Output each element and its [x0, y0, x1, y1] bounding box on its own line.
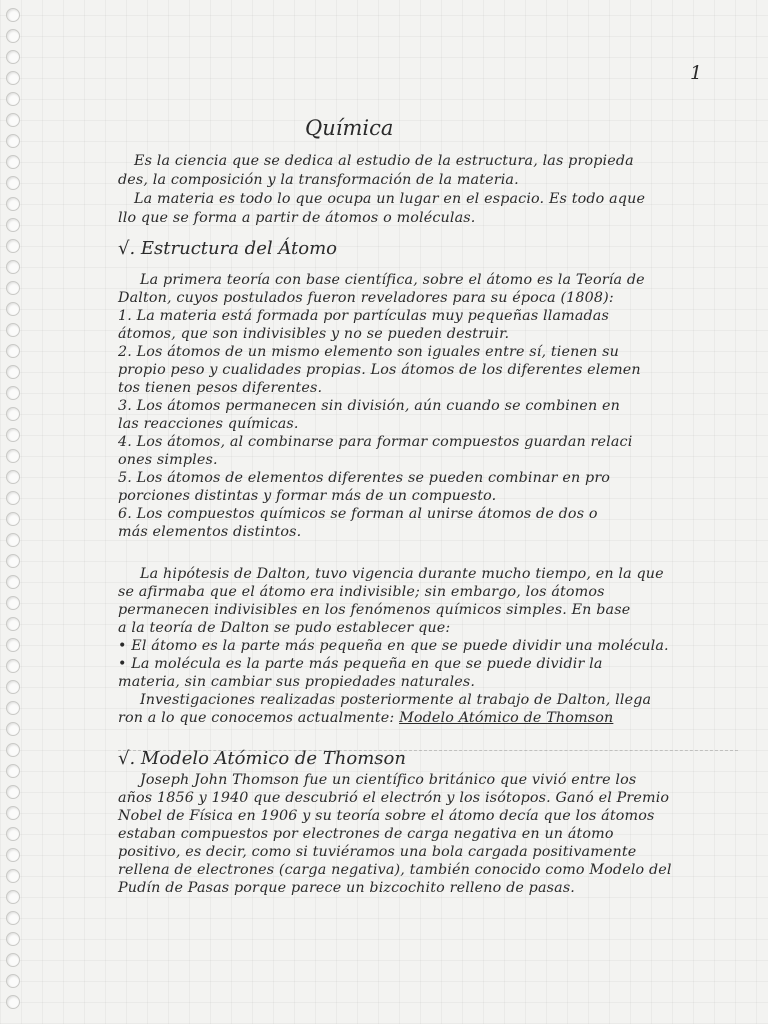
list-item: 4. Los átomos, al combinarse para formar compuestos guardan relaci	[118, 434, 633, 450]
binding-hole	[6, 827, 20, 841]
binding-hole	[6, 785, 20, 799]
binding-hole	[6, 659, 20, 673]
body-line: se afirmaba que el átomo era indivisible; sin embargo, los átomos	[118, 584, 605, 600]
list-item: ones simples.	[118, 452, 218, 468]
binding-hole	[6, 155, 20, 169]
binding-hole	[6, 722, 20, 736]
body-line: permanecen indivisibles en los fenómenos químicos simples. En base	[118, 602, 631, 618]
binding-hole	[6, 911, 20, 925]
page-number: 1	[690, 62, 703, 84]
binding-hole	[6, 92, 20, 106]
binding-hole	[6, 428, 20, 442]
binding-hole	[6, 239, 20, 253]
binding-hole	[6, 743, 20, 757]
bullet-item: • El átomo es la parte más pequeña en que se puede dividir una molécula.	[118, 638, 669, 654]
list-item: 6. Los compuestos químicos se forman al unirse átomos de dos o	[118, 506, 598, 522]
body-line: Investigaciones realizadas posteriormente al trabajo de Dalton, llega	[140, 692, 652, 708]
binding-hole	[6, 680, 20, 694]
body-line: Joseph John Thomson fue un científico británico que vivió entre los	[140, 772, 637, 788]
binding-hole	[6, 764, 20, 778]
binding-hole	[6, 869, 20, 883]
model-name-underlined: Modelo Atómico de Thomson	[399, 710, 614, 726]
intro-line: Es la ciencia que se dedica al estudio de la estructura, las propieda	[134, 153, 634, 169]
body-line	[118, 710, 613, 726]
list-item: átomos, que son indivisibles y no se pueden destruir.	[118, 326, 510, 342]
binding-hole	[6, 995, 20, 1009]
body-line: La hipótesis de Dalton, tuvo vigencia durante mucho tiempo, en la que	[140, 566, 664, 582]
list-item: más elementos distintos.	[118, 524, 302, 540]
binding-hole	[6, 491, 20, 505]
intro-line: La materia es todo lo que ocupa un lugar en el espacio. Es todo aque	[134, 191, 646, 207]
list-item: las reacciones químicas.	[118, 416, 299, 432]
binding-hole	[6, 617, 20, 631]
binding-hole	[6, 260, 20, 274]
body-line: Dalton, cuyos postulados fueron reveladores para su época (1808):	[118, 290, 614, 306]
body-line: materia, sin cambiar sus propiedades naturales.	[118, 674, 476, 690]
binding-hole	[6, 29, 20, 43]
binding-hole	[6, 701, 20, 715]
binding-hole	[6, 596, 20, 610]
list-item: 1. La materia está formada por partículas muy pequeñas llamadas	[118, 308, 609, 324]
section-heading-thomson: √. Modelo Atómico de Thomson	[118, 748, 406, 769]
body-line: Nobel de Física en 1906 y su teoría sobre el átomo decía que los átomos	[118, 808, 655, 824]
binding-hole	[6, 974, 20, 988]
binding-hole	[6, 365, 20, 379]
intro-line: llo que se forma a partir de átomos o moléculas.	[118, 210, 476, 226]
binding-hole	[6, 344, 20, 358]
intro-line: des, la composición y la transformación de la materia.	[118, 172, 519, 188]
binding-hole	[6, 953, 20, 967]
binding-hole	[6, 407, 20, 421]
binding-hole	[6, 176, 20, 190]
binding-hole	[6, 50, 20, 64]
binding-hole	[6, 134, 20, 148]
binding-hole	[6, 323, 20, 337]
binding-hole	[6, 533, 20, 547]
binding-hole	[6, 848, 20, 862]
binding-hole	[6, 197, 20, 211]
list-item: 5. Los átomos de elementos diferentes se pueden combinar en pro	[118, 470, 611, 486]
binding-hole	[6, 806, 20, 820]
binding-hole	[6, 113, 20, 127]
list-item: 3. Los átomos permanecen sin división, aún cuando se combinen en	[118, 398, 621, 414]
binding-hole	[6, 638, 20, 652]
binding-hole	[6, 890, 20, 904]
body-line: positivo, es decir, como si tuviéramos una bola cargada positivamente	[118, 844, 637, 860]
body-line: estaban compuestos por electrones de carga negativa en un átomo	[118, 826, 614, 842]
binding-hole	[6, 218, 20, 232]
binding-hole	[6, 932, 20, 946]
body-line: rellena de electrones (carga negativa), también conocido como Modelo del	[118, 862, 672, 878]
list-item: porciones distintas y formar más de un compuesto.	[118, 488, 497, 504]
section-heading-estructura: √. Estructura del Átomo	[118, 238, 337, 259]
binding-hole	[6, 302, 20, 316]
binding-hole	[6, 554, 20, 568]
body-line-text: ron a lo que conocemos actualmente:	[118, 710, 395, 726]
bullet-item: • La molécula es la parte más pequeña en que se puede dividir la	[118, 656, 603, 672]
binding-hole	[6, 449, 20, 463]
list-item: tos tienen pesos diferentes.	[118, 380, 323, 396]
binding-hole	[6, 512, 20, 526]
body-line: a la teoría de Dalton se pudo establecer que:	[118, 620, 451, 636]
binding-hole	[6, 575, 20, 589]
page-title: Química	[305, 116, 394, 140]
body-line: años 1856 y 1940 que descubrió el electrón y los isótopos. Ganó el Premio	[118, 790, 670, 806]
list-item: 2. Los átomos de un mismo elemento son iguales entre sí, tienen su	[118, 344, 619, 360]
binding-hole	[6, 8, 20, 22]
list-item: propio peso y cualidades propias. Los átomos de los diferentes elemen	[118, 362, 641, 378]
spiral-binding	[0, 0, 26, 1024]
binding-hole	[6, 71, 20, 85]
binding-hole	[6, 386, 20, 400]
body-line: La primera teoría con base científica, sobre el átomo es la Teoría de	[140, 272, 645, 288]
binding-hole	[6, 281, 20, 295]
body-line: Pudín de Pasas porque parece un bizcochito relleno de pasas.	[118, 880, 575, 896]
binding-hole	[6, 470, 20, 484]
